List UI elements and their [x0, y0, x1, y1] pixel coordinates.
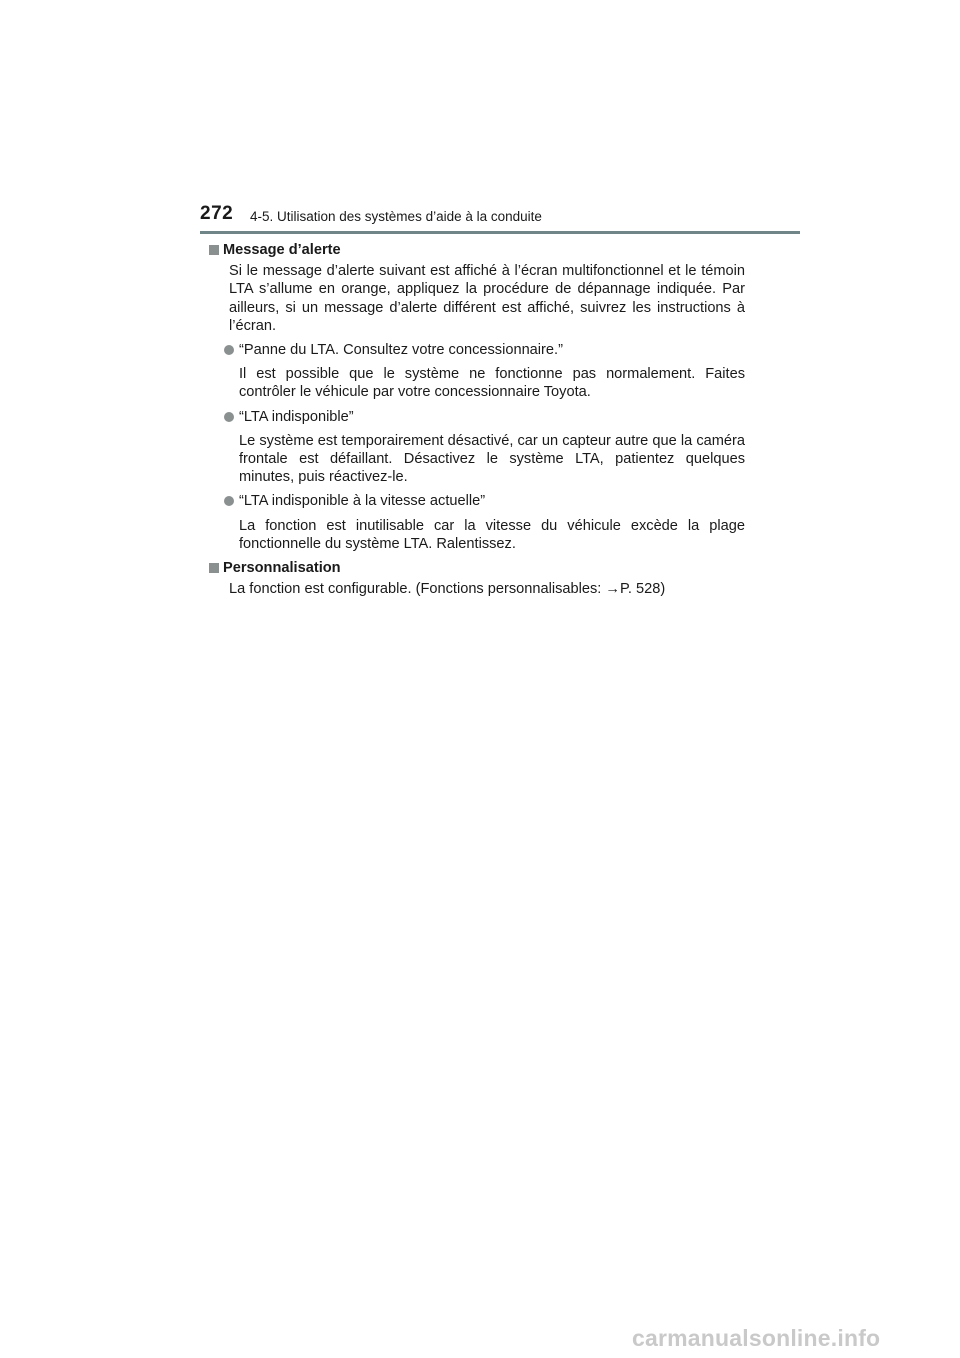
section-heading-message-alerte	[209, 241, 745, 259]
section-intro-paragraph: Si le message d’alerte suivant est affiché à l’écran multifonctionnel et le témoin LTA s’allume en orange, appliquez la procédure de dépannage indiquée. Par ailleurs, si un message d’alerte différent est affiché, suivrez les instructions à l’écran.	[229, 263, 745, 334]
list-item	[209, 341, 745, 359]
page-content	[209, 241, 745, 604]
alert-message-text: “LTA indisponible à la vitesse actuelle”	[239, 493, 486, 510]
section-heading-label: Personnalisation	[223, 560, 341, 577]
section-heading-label: Message d’alerte	[223, 242, 341, 258]
page-number: 272	[200, 203, 234, 224]
square-bullet-icon	[209, 563, 219, 573]
alert-message-description: La fonction est inutilisable car la vitesse du véhicule excède la plage fonctionnelle du système LTA. Ralentissez.	[239, 517, 745, 552]
header-divider	[200, 231, 800, 234]
page-header	[200, 203, 800, 233]
alert-message-text: “LTA indisponible”	[239, 408, 354, 425]
alert-message-description: Le système est temporairement désactivé, car un capteur autre que la caméra frontale est défaillant. Désactivez le système LTA, patientez quelques minutes, puis réactivez-le.	[239, 432, 745, 486]
list-item	[209, 408, 745, 426]
circle-bullet-icon	[224, 412, 234, 422]
section-heading-personnalisation	[209, 559, 745, 577]
circle-bullet-icon	[224, 496, 234, 506]
square-bullet-icon	[209, 245, 219, 255]
alert-message-description: Il est possible que le système ne fonctionne pas normalement. Faites contrôler le véhicule par votre concessionnaire Toyota.	[239, 366, 745, 401]
watermark-text: carmanualsonline.info	[632, 1325, 881, 1351]
alert-message-text: “Panne du LTA. Consultez votre concessionnaire.”	[239, 342, 563, 359]
circle-bullet-icon	[224, 345, 234, 355]
section-intro-paragraph: La fonction est configurable. (Fonctions personnalisables: →P. 528)	[229, 581, 666, 598]
section-title: 4-5. Utilisation des systèmes d’aide à la conduite	[250, 209, 542, 224]
list-item	[209, 492, 745, 510]
